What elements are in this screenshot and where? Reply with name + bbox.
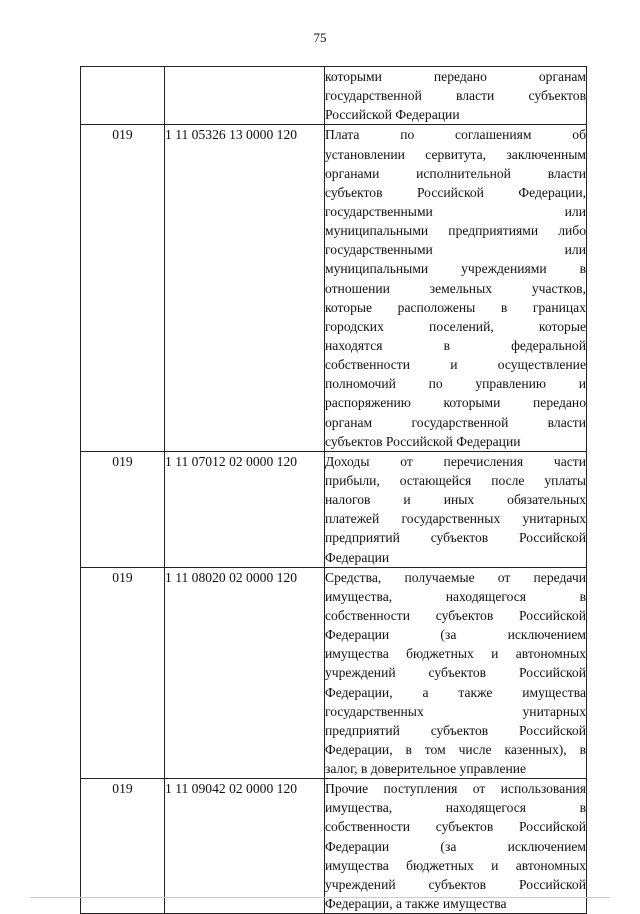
budget-classification-code-cell: 1 11 08020 02 0000 120 [165,567,325,779]
description-line: прибыли, остающейся после уплаты [325,472,586,488]
revenue-description-cell [325,67,587,125]
description-line: имущества бюджетных и автономных [325,646,586,662]
description-line: Федерации [325,549,390,565]
description-line: залог, в доверительное управление [325,761,527,777]
description-line: муниципальными учреждениями в [325,261,586,277]
admin-code-cell [81,67,165,125]
description-line: государственных унитарных [325,703,586,719]
description-line: полномочий по управлению и [325,376,586,392]
description-line: платежей государственных унитарных [325,511,586,527]
description-line: органами исполнительной власти [325,165,586,181]
description-line: предприятий субъектов Российской [325,722,586,738]
page-number: 75 [313,30,327,45]
description-line: отношении земельных участков, [325,280,586,296]
description-line: учреждений субъектов Российской [325,665,586,681]
budget-classification-code-cell: 1 11 07012 02 0000 120 [165,451,325,567]
description-line: собственности субъектов Российской [325,607,586,623]
description-line: находятся в федеральной [325,337,586,353]
description-line: Доходы от перечисления части [325,453,586,469]
description-line: органам государственной власти [325,414,586,430]
description-line: государственными или [325,203,586,219]
table-row [81,67,587,125]
description-line: Плата по соглашениям об [325,127,586,143]
description-line: городских поселений, которые [325,318,586,334]
description-line: муниципальными предприятиями либо [325,223,586,239]
admin-code-cell: 019 [81,125,165,451]
admin-code-cell: 019 [81,567,165,779]
admin-code-cell: 019 [81,779,165,914]
description-line: Федерации, а также имущества [325,896,507,912]
description-line: Российской Федерации [325,107,460,123]
revenue-codes-table [80,66,587,914]
description-line: налогов и иных обязательных [325,492,586,508]
description-line: Средства, получаемые от передачи [325,569,586,585]
description-line: собственности и осуществление [325,357,586,373]
budget-classification-code-cell [165,67,325,125]
description-line: Федерации (за исключением [325,838,586,854]
page-edge-line [30,897,610,898]
description-line: собственности субъектов Российской [325,819,586,835]
description-line: субъектов Российской Федерации [325,433,521,449]
revenue-description-cell [325,451,587,567]
admin-code-cell: 019 [81,451,165,567]
table-row [81,567,587,779]
description-line: установлении сервитута, заключенным [325,146,586,162]
table-row [81,125,587,451]
table-row [81,779,587,914]
description-line: имущества, находящегося в [325,588,586,604]
description-line: учреждений субъектов Российской [325,876,586,892]
revenue-description-cell [325,567,587,779]
revenue-description-cell [325,779,587,914]
description-line: имущества, находящегося в [325,800,586,816]
description-line: Федерации, в том числе казенных), в [325,741,586,757]
description-line: которые расположены в границах [325,299,586,315]
budget-classification-code-cell: 1 11 05326 13 0000 120 [165,125,325,451]
description-line: государственной власти субъектов [325,88,586,104]
description-line: государственными или [325,242,586,258]
description-line: имущества бюджетных и автономных [325,857,586,873]
budget-classification-code-cell: 1 11 09042 02 0000 120 [165,779,325,914]
revenue-description-cell [325,125,587,451]
description-line: субъектов Российской Федерации, [325,184,586,200]
description-line: предприятий субъектов Российской [325,530,586,546]
description-line: распоряжению которыми передано [325,395,586,411]
table-row [81,451,587,567]
description-line: Федерации (за исключением [325,627,586,643]
description-line: Прочие поступления от использования [325,781,586,797]
description-line: Федерации, а также имущества [325,684,586,700]
description-line: которыми передано органам [325,69,586,84]
